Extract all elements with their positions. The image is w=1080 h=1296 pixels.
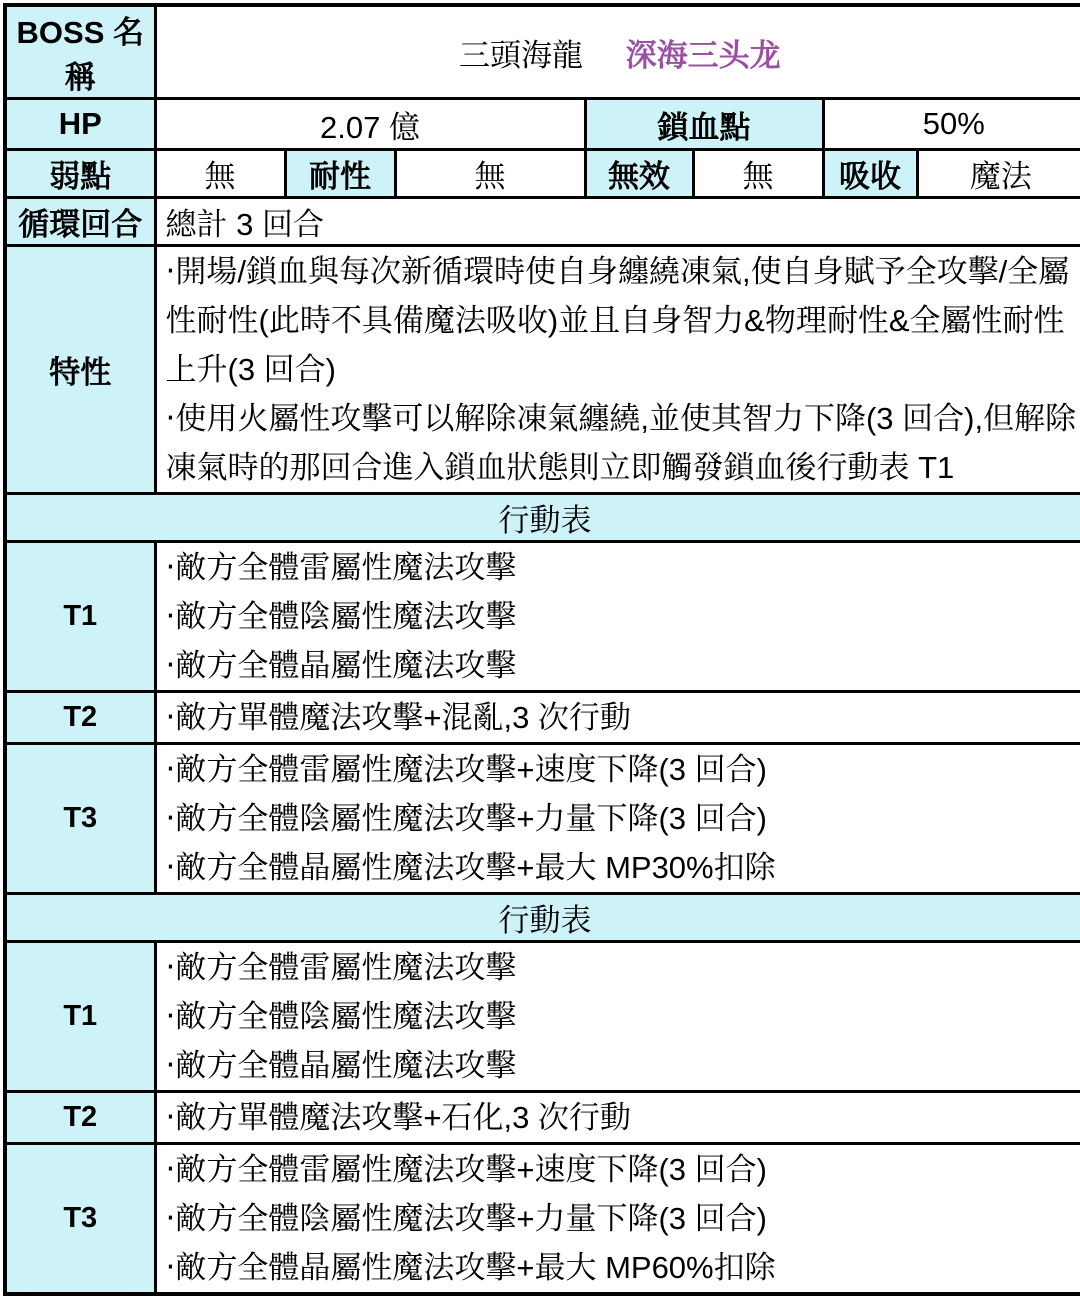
action-table-header: 行動表: [5, 894, 1080, 942]
boss-name-row: [5, 5, 1080, 99]
trait-paragraph: ‧使用火屬性攻擊可以解除凍氣纏繞,並使其智力下降(3 回合),但解除凍氣時的那回合進入鎖血狀態則立即觸發鎖血後行動表 T1: [165, 401, 1077, 485]
turn-actions-cell: [155, 1092, 1080, 1144]
action-line: ‧敵方全體陰屬性魔法攻擊: [165, 599, 517, 634]
table-row: [5, 692, 1080, 744]
action-line: ‧敵方全體雷屬性魔法攻擊+速度下降(3 回合): [165, 1152, 767, 1187]
immune-label: 無效: [585, 150, 693, 198]
turn-actions-cell: [155, 692, 1080, 744]
action-line: ‧敵方全體晶屬性魔法攻擊+最大 MP30%扣除: [165, 850, 776, 885]
action-line: ‧敵方全體晶屬性魔法攻擊: [165, 1048, 517, 1083]
action-line: ‧敵方全體陰屬性魔法攻擊+力量下降(3 回合): [165, 801, 767, 836]
action-line: ‧敵方全體晶屬性魔法攻擊: [165, 648, 517, 683]
absorb-value: 魔法: [917, 150, 1080, 198]
affinity-row: [5, 150, 1080, 198]
trait-paragraph: ‧開場/鎖血與每次新循環時使自身纏繞凍氣,使自身賦予全攻擊/全屬性耐性(此時不具備魔法吸收)並且自身智力&物理耐性&全屬性耐性上升(3 回合): [165, 254, 1070, 387]
action-line: ‧敵方全體雷屬性魔法攻擊+速度下降(3 回合): [165, 752, 767, 787]
cycle-value: 總計 3 回合: [155, 198, 1080, 246]
boss-name-alternate: 深海三头龙: [625, 37, 781, 73]
turn-actions-cell: [155, 942, 1080, 1092]
turn-actions-cell: [155, 542, 1080, 692]
turn-label: T3: [5, 744, 155, 894]
turn-label: T1: [5, 542, 155, 692]
resist-label: 耐性: [285, 150, 395, 198]
boss-name-primary: 三頭海龍: [458, 37, 583, 73]
table-row: [5, 744, 1080, 894]
action-table-header-row: [5, 494, 1080, 542]
trait-text-cell: [155, 246, 1080, 494]
boss-info-sheet: [0, 3, 1080, 1285]
turn-label: T1: [5, 942, 155, 1092]
hp-row: [5, 99, 1080, 150]
action-line: ‧敵方全體雷屬性魔法攻擊: [165, 550, 517, 585]
action-table-header-row: [5, 894, 1080, 942]
boss-name-label: BOSS 名稱: [5, 5, 155, 99]
hp-label: HP: [5, 99, 155, 150]
action-line: ‧敵方全體晶屬性魔法攻擊+最大 MP60%扣除: [165, 1250, 776, 1285]
turn-actions-cell: [155, 744, 1080, 894]
table-row: [5, 1092, 1080, 1144]
absorb-label: 吸收: [823, 150, 917, 198]
boss-info-table: [3, 3, 1080, 1296]
table-row: [5, 942, 1080, 1092]
weakness-label: 弱點: [5, 150, 155, 198]
resist-value: 無: [395, 150, 585, 198]
action-line: ‧敵方單體魔法攻擊+石化,3 次行動: [165, 1100, 631, 1135]
trait-label: 特性: [5, 246, 155, 494]
cycle-row: [5, 198, 1080, 246]
turn-actions-cell: [155, 1144, 1080, 1295]
hp-lock-label: 鎖血點: [585, 99, 823, 150]
turn-label: T3: [5, 1144, 155, 1295]
table-row: [5, 542, 1080, 692]
cycle-label: 循環回合: [5, 198, 155, 246]
boss-name-cell: [155, 5, 1080, 99]
action-line: ‧敵方全體陰屬性魔法攻擊+力量下降(3 回合): [165, 1201, 767, 1236]
action-line: ‧敵方單體魔法攻擊+混亂,3 次行動: [165, 700, 631, 735]
weakness-value: 無: [155, 150, 285, 198]
turn-label: T2: [5, 692, 155, 744]
action-line: ‧敵方全體雷屬性魔法攻擊: [165, 950, 517, 985]
hp-value: 2.07 億: [155, 99, 585, 150]
turn-label: T2: [5, 1092, 155, 1144]
immune-value: 無: [693, 150, 823, 198]
action-line: ‧敵方全體陰屬性魔法攻擊: [165, 999, 517, 1034]
hp-lock-value: 50%: [823, 99, 1080, 150]
trait-row: [5, 246, 1080, 494]
action-table-header: 行動表: [5, 494, 1080, 542]
table-row: [5, 1144, 1080, 1295]
